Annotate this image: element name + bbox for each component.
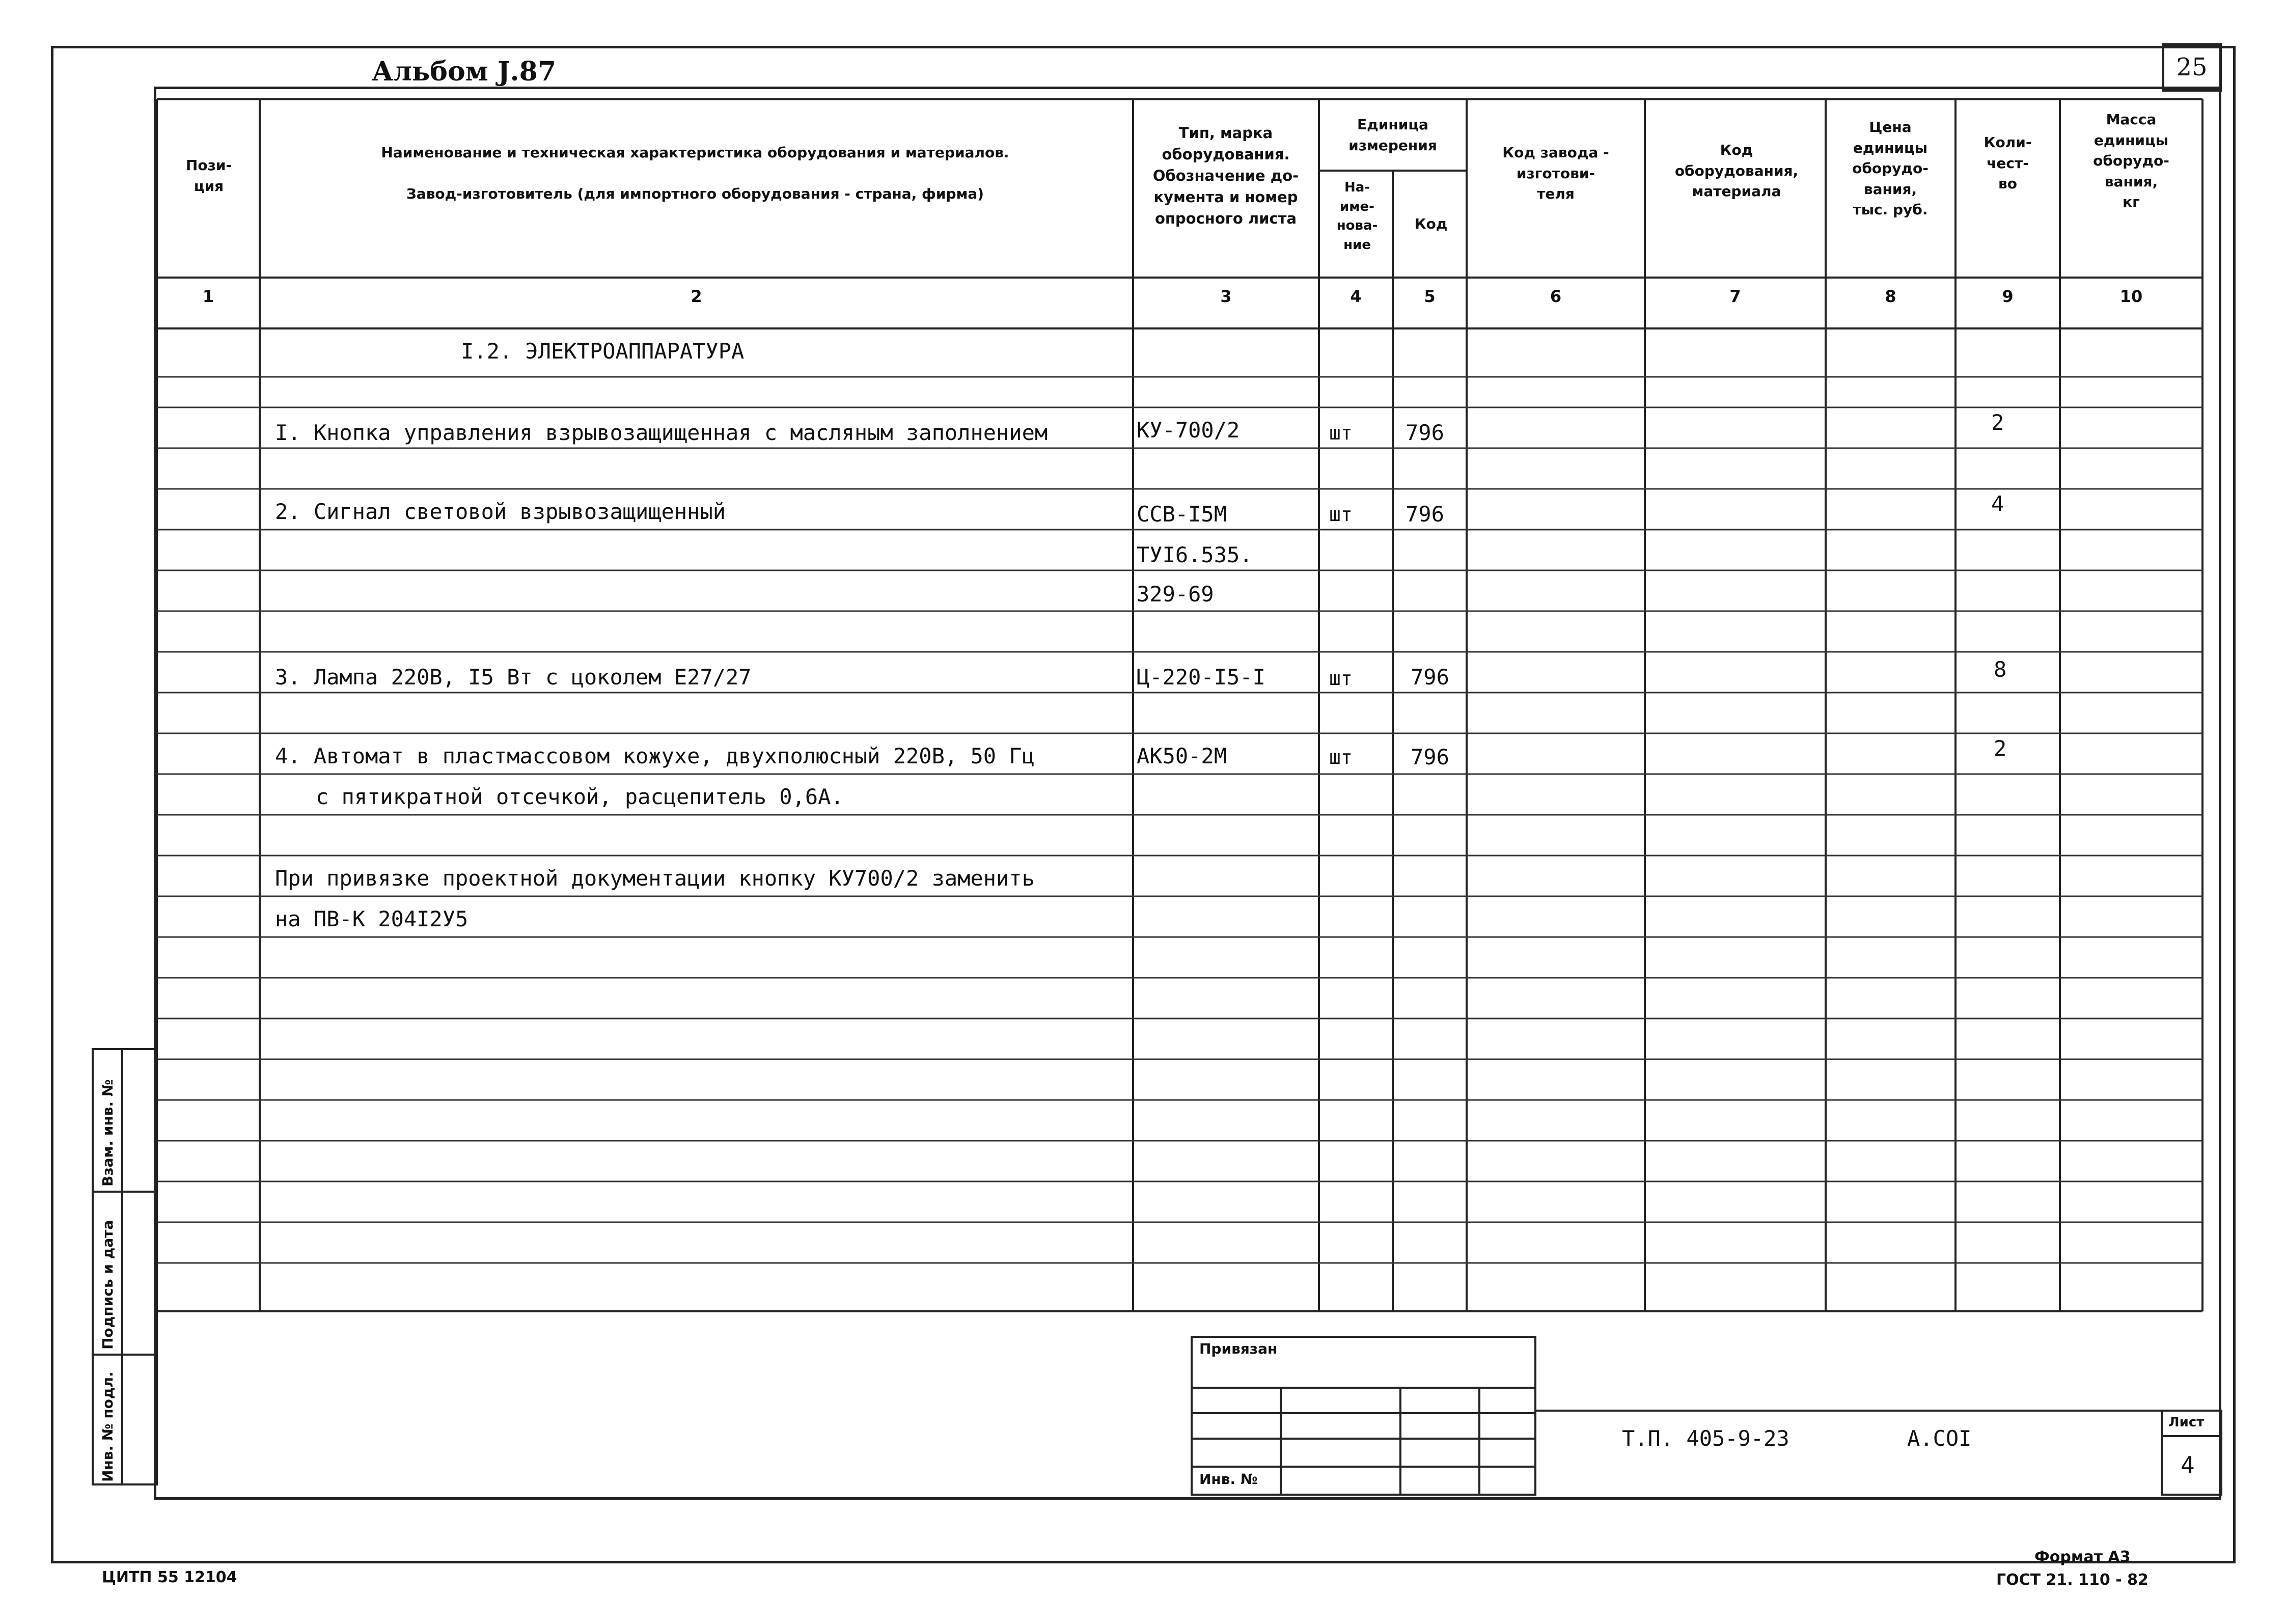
item-2-name: 2. Сигнал световой взрывозащищенный — [275, 499, 726, 524]
col-number-1: 1 — [202, 287, 214, 306]
col-number-8: 8 — [1885, 287, 1896, 306]
col-header-10: Масса единицы оборудо- вания, кг — [2093, 111, 2169, 211]
doc-code: Т.П. 405-9-23 — [1622, 1426, 1789, 1451]
item-4-name-cont: с пятикратной отсечкой, расцепитель 0,6А. — [316, 784, 844, 809]
item-2-code: 796 — [1406, 502, 1444, 527]
footer-left-code: ЦИТП 55 12104 — [102, 1568, 237, 1586]
col-header-5: Код — [1414, 215, 1448, 232]
stamp-inv-label: Инв. № — [1199, 1471, 1258, 1488]
col-number-3: 3 — [1220, 287, 1232, 306]
item-2-type: ССВ-I5М — [1137, 502, 1227, 527]
col-number-10: 10 — [2119, 287, 2143, 306]
item-4-name: 4. Автомат в пластмассовом кожухе, двухполюсный 220В, 50 Гц — [275, 744, 1035, 768]
col-number-5: 5 — [1424, 287, 1436, 306]
item-1-type: КУ-700/2 — [1137, 418, 1240, 443]
col-header-6: Код завода - изготови- теля — [1502, 144, 1609, 203]
item-1-qty: 2 — [1991, 410, 2004, 435]
item-4-code: 796 — [1411, 745, 1449, 769]
item-1-unit: шт — [1329, 422, 1353, 444]
item-1-code: 796 — [1406, 420, 1444, 445]
item-3-unit: шт — [1329, 667, 1353, 690]
sheet-label: Лист — [2168, 1415, 2205, 1430]
col-number-9: 9 — [2002, 287, 2014, 306]
section-title: I.2. ЭЛЕКТРОАППАРАТУРА — [461, 339, 745, 364]
side-sign-date: Подпись и дата — [99, 1220, 116, 1350]
item-2-qty: 4 — [1991, 491, 2004, 516]
item-1-name: I. Кнопка управления взрывозащищенная с масляным заполнением — [275, 420, 1048, 445]
item-4-qty: 2 — [1994, 736, 2007, 761]
item-3-code: 796 — [1411, 665, 1449, 690]
col-header-3: Тип, марка оборудования. Обозначение до- кумента и номер опросного листа — [1152, 124, 1299, 228]
item-4-unit: шт — [1329, 746, 1353, 768]
album-label: Альбом Ј.87 — [372, 56, 557, 87]
note-line-2: на ПВ-К 204I2У5 — [275, 906, 469, 931]
footer-gost: ГОСТ 21. 110 - 82 — [1996, 1571, 2149, 1589]
item-3-qty: 8 — [1994, 657, 2007, 682]
footer-format: Формат А3 — [2034, 1548, 2131, 1566]
col-number-7: 7 — [1729, 287, 1741, 306]
item-3-name: 3. Лампа 220В, I5 Вт с цоколем Е27/27 — [275, 665, 752, 690]
col-header-7: Код оборудования, материала — [1674, 142, 1799, 200]
side-inv-orig: Инв. № подл. — [99, 1371, 116, 1482]
col-number-2: 2 — [691, 287, 702, 306]
col-header-9: Коли- чест- во — [1984, 134, 2032, 192]
item-2-type2: ТУI6.535. — [1137, 542, 1253, 567]
col-header-8: Цена единицы оборудо- вания, тыс. руб. — [1852, 119, 1929, 218]
item-2-type3: 329-69 — [1137, 582, 1214, 607]
col-header-2: Наименование и техническая характеристика оборудования и материалов. Завод-изготовитель (для импортного оборудования - страна, фирма) — [381, 144, 1009, 203]
album-code: А.COI — [1907, 1426, 1972, 1451]
unit-group-header: Единица измерения — [1348, 116, 1437, 154]
note-line-1: При привязке проектной документации кнопку КУ700/2 заменить — [275, 866, 1035, 891]
col-number-6: 6 — [1550, 287, 1562, 306]
item-2-unit: шт — [1329, 503, 1353, 526]
page-number: 25 — [2162, 43, 2222, 92]
stamp-bound-label: Привязан — [1199, 1340, 1278, 1357]
col-number-4: 4 — [1350, 287, 1362, 306]
item-4-type: АК50-2М — [1137, 744, 1227, 768]
col-header-4: На- име- нова- ние — [1336, 180, 1378, 253]
item-3-type: Ц-220-I5-I — [1137, 665, 1265, 690]
side-replace-inv: Взам. инв. № — [99, 1079, 116, 1187]
sheet-number: 4 — [2181, 1451, 2195, 1479]
col-header-1: Пози- ция — [185, 157, 232, 195]
